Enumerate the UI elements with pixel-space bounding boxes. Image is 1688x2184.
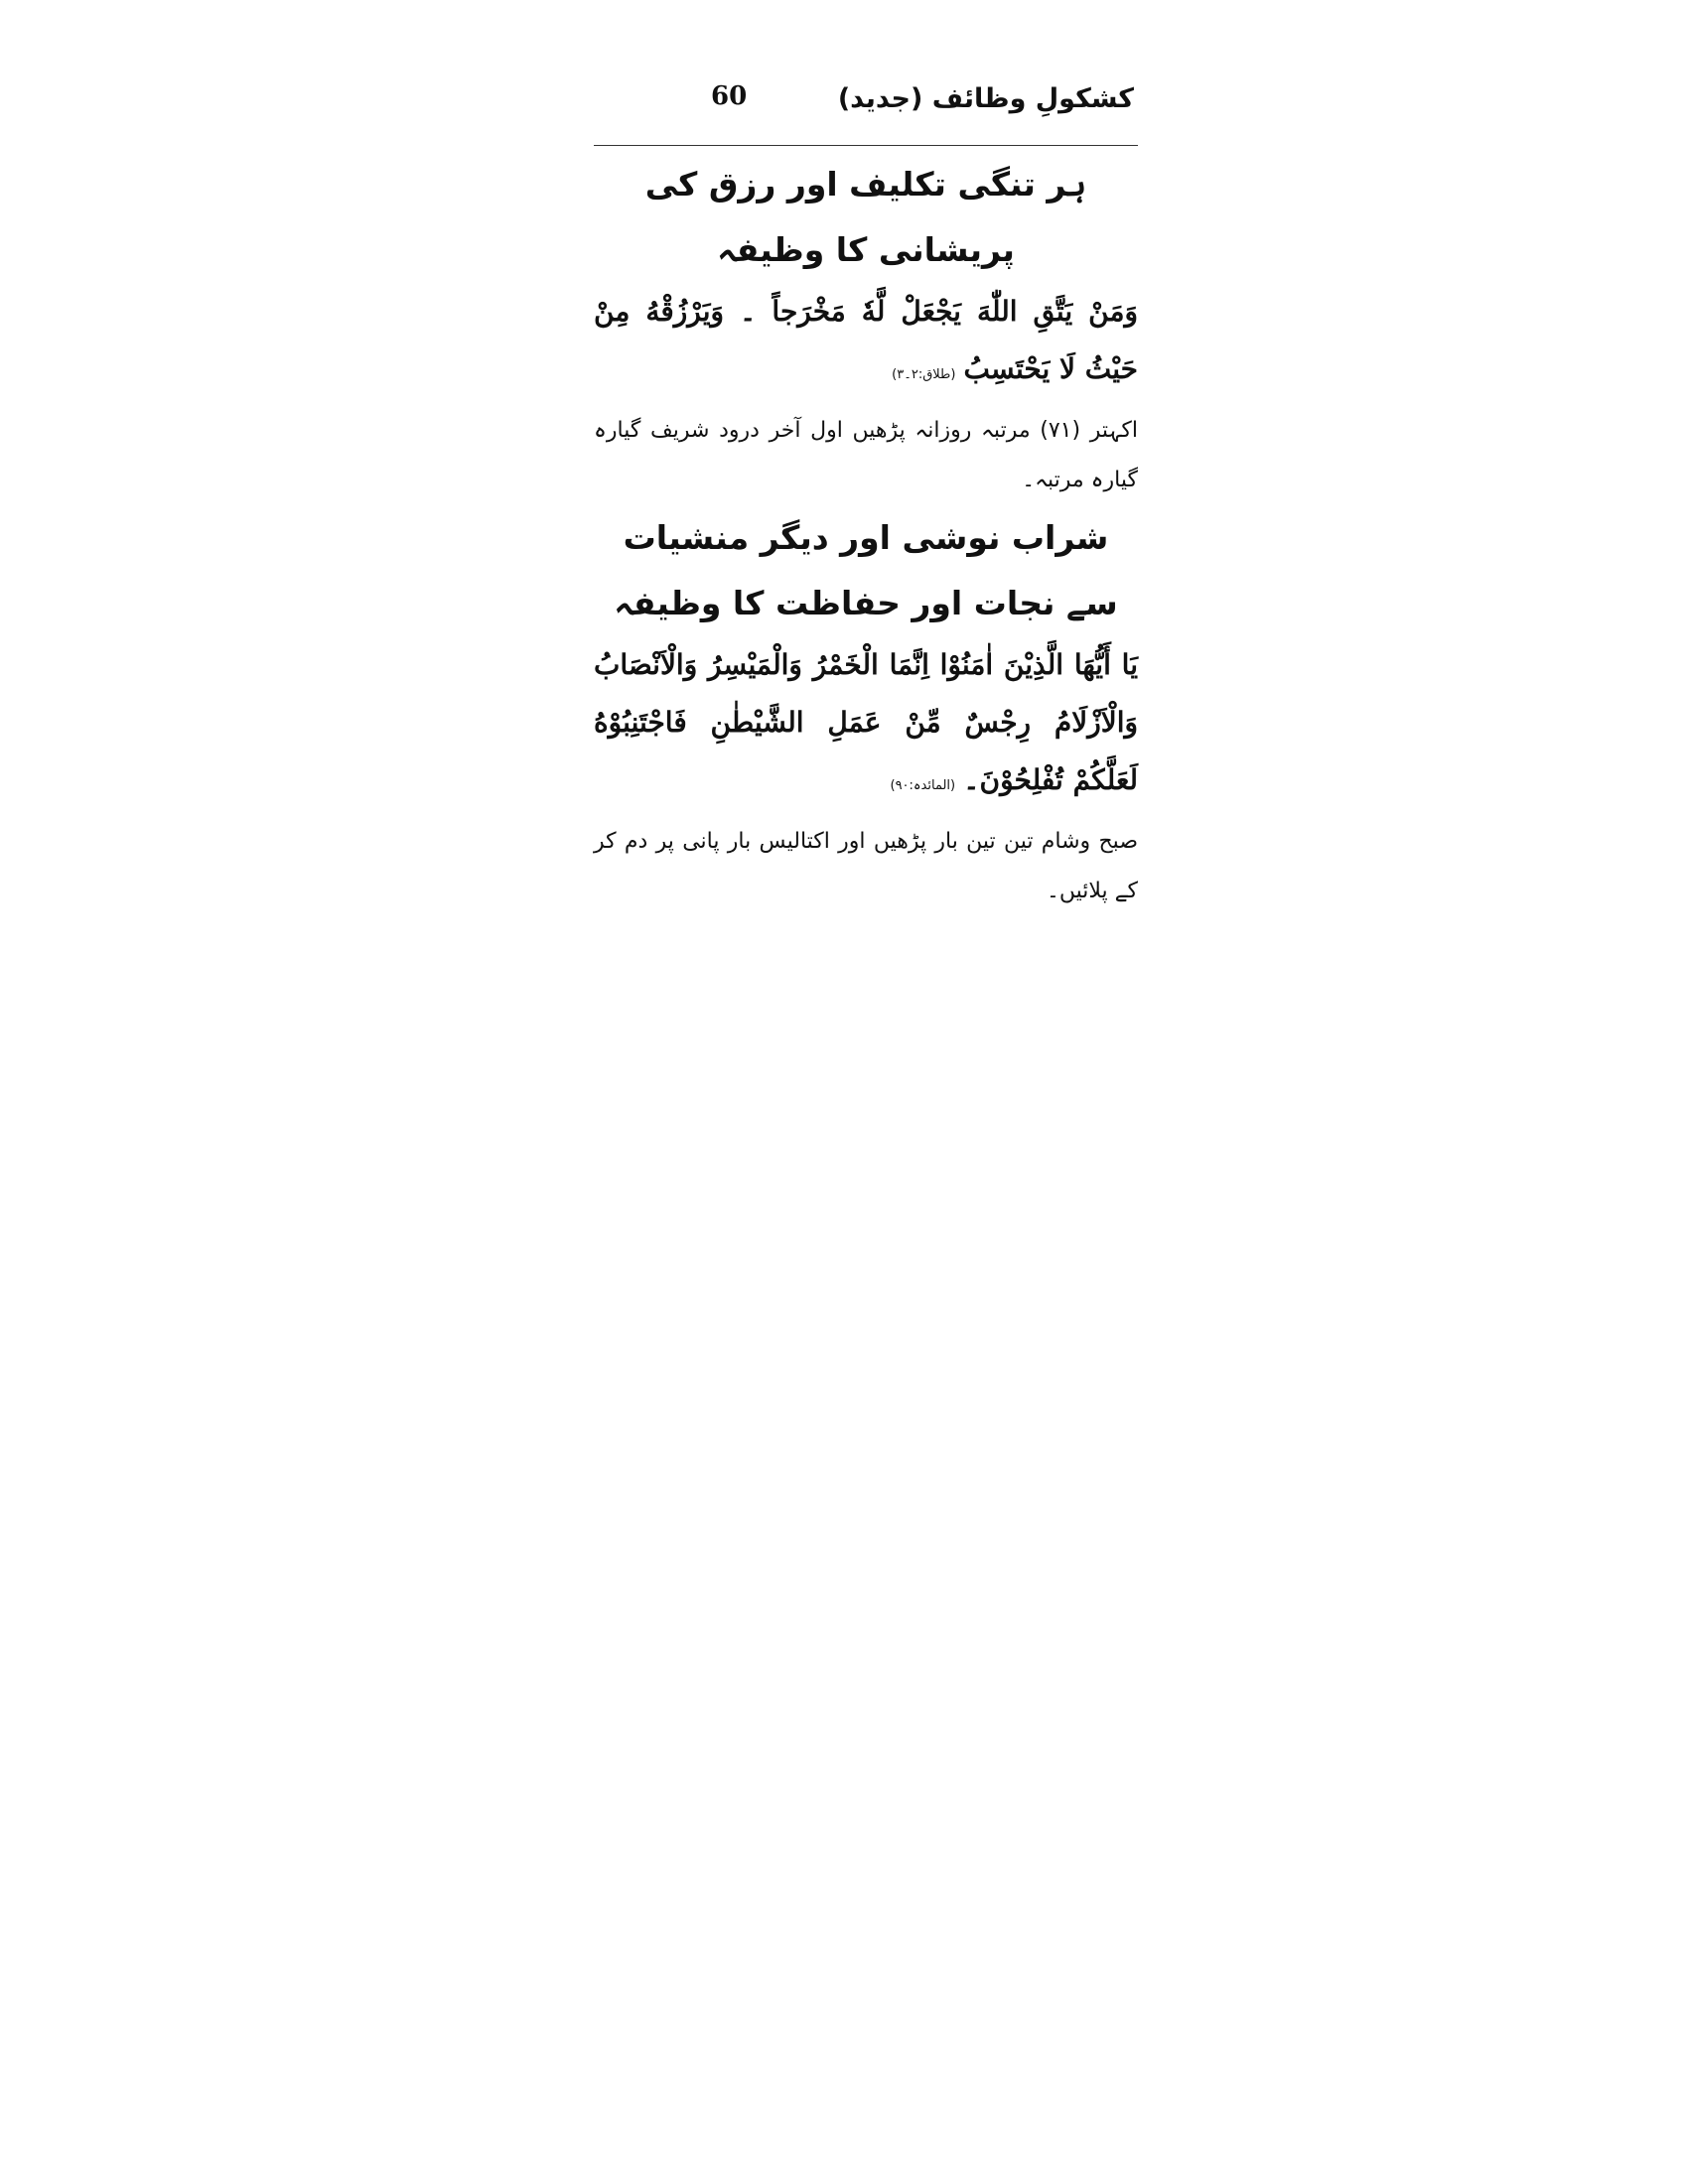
section-rizq-wazifa bbox=[594, 152, 1138, 505]
page-content bbox=[594, 79, 1138, 916]
section-heading: شراب نوشی اور دیگر منشیات سے نجات اور حفاظت کا وظیفہ bbox=[614, 518, 1118, 622]
quran-verse bbox=[594, 636, 1138, 815]
header-divider bbox=[594, 145, 1138, 146]
verse-text: يَا أَيُّهَا الَّذِيْنَ اٰمَنُوْا اِنَّمَا الْخَمْرُ وَالْمَيْسِرُ وَالْاَنْصَابُ وَالْاَزْلَامُ رِجْسٌ مِّنْ عَمَلِ الشَّيْطٰنِ فَاجْتَنِبُوْهُ لَعَلَّكُمْ تُفْلِحُوْنَ۔ bbox=[594, 648, 1138, 796]
book-title: کشکولِ وظائف (جدید) bbox=[837, 83, 1134, 114]
page-number: 60 bbox=[711, 81, 748, 111]
running-header bbox=[594, 79, 1138, 131]
instruction-text: اکہتر (۷۱) مرتبہ روزانہ پڑھیں اول آخر درود شریف گیارہ گیارہ مرتبہ۔ bbox=[594, 418, 1138, 492]
verse-reference: (المائدہ:۹۰) bbox=[890, 778, 956, 793]
section-heading: ہر تنگی تکلیف اور رزق کی پریشانی کا وظیفہ bbox=[644, 165, 1087, 269]
instruction-text: صبح وشام تین تین بار پڑھیں اور اکتالیس بار پانی پر دم کر کے پلائیں۔ bbox=[594, 829, 1138, 903]
quran-verse bbox=[594, 283, 1138, 404]
section-addiction-wazifa bbox=[594, 505, 1138, 916]
verse-reference: (طلاق:۲۔۳) bbox=[892, 367, 956, 382]
verse-text: وَمَنْ يَتَّقِ اللّٰهَ يَجْعَلْ لَّهٗ مَخْرَجاً ۔ وَيَرْزُقْهُ مِنْ حَيْثُ لَا يَحْتَسِبُ bbox=[594, 295, 1138, 385]
